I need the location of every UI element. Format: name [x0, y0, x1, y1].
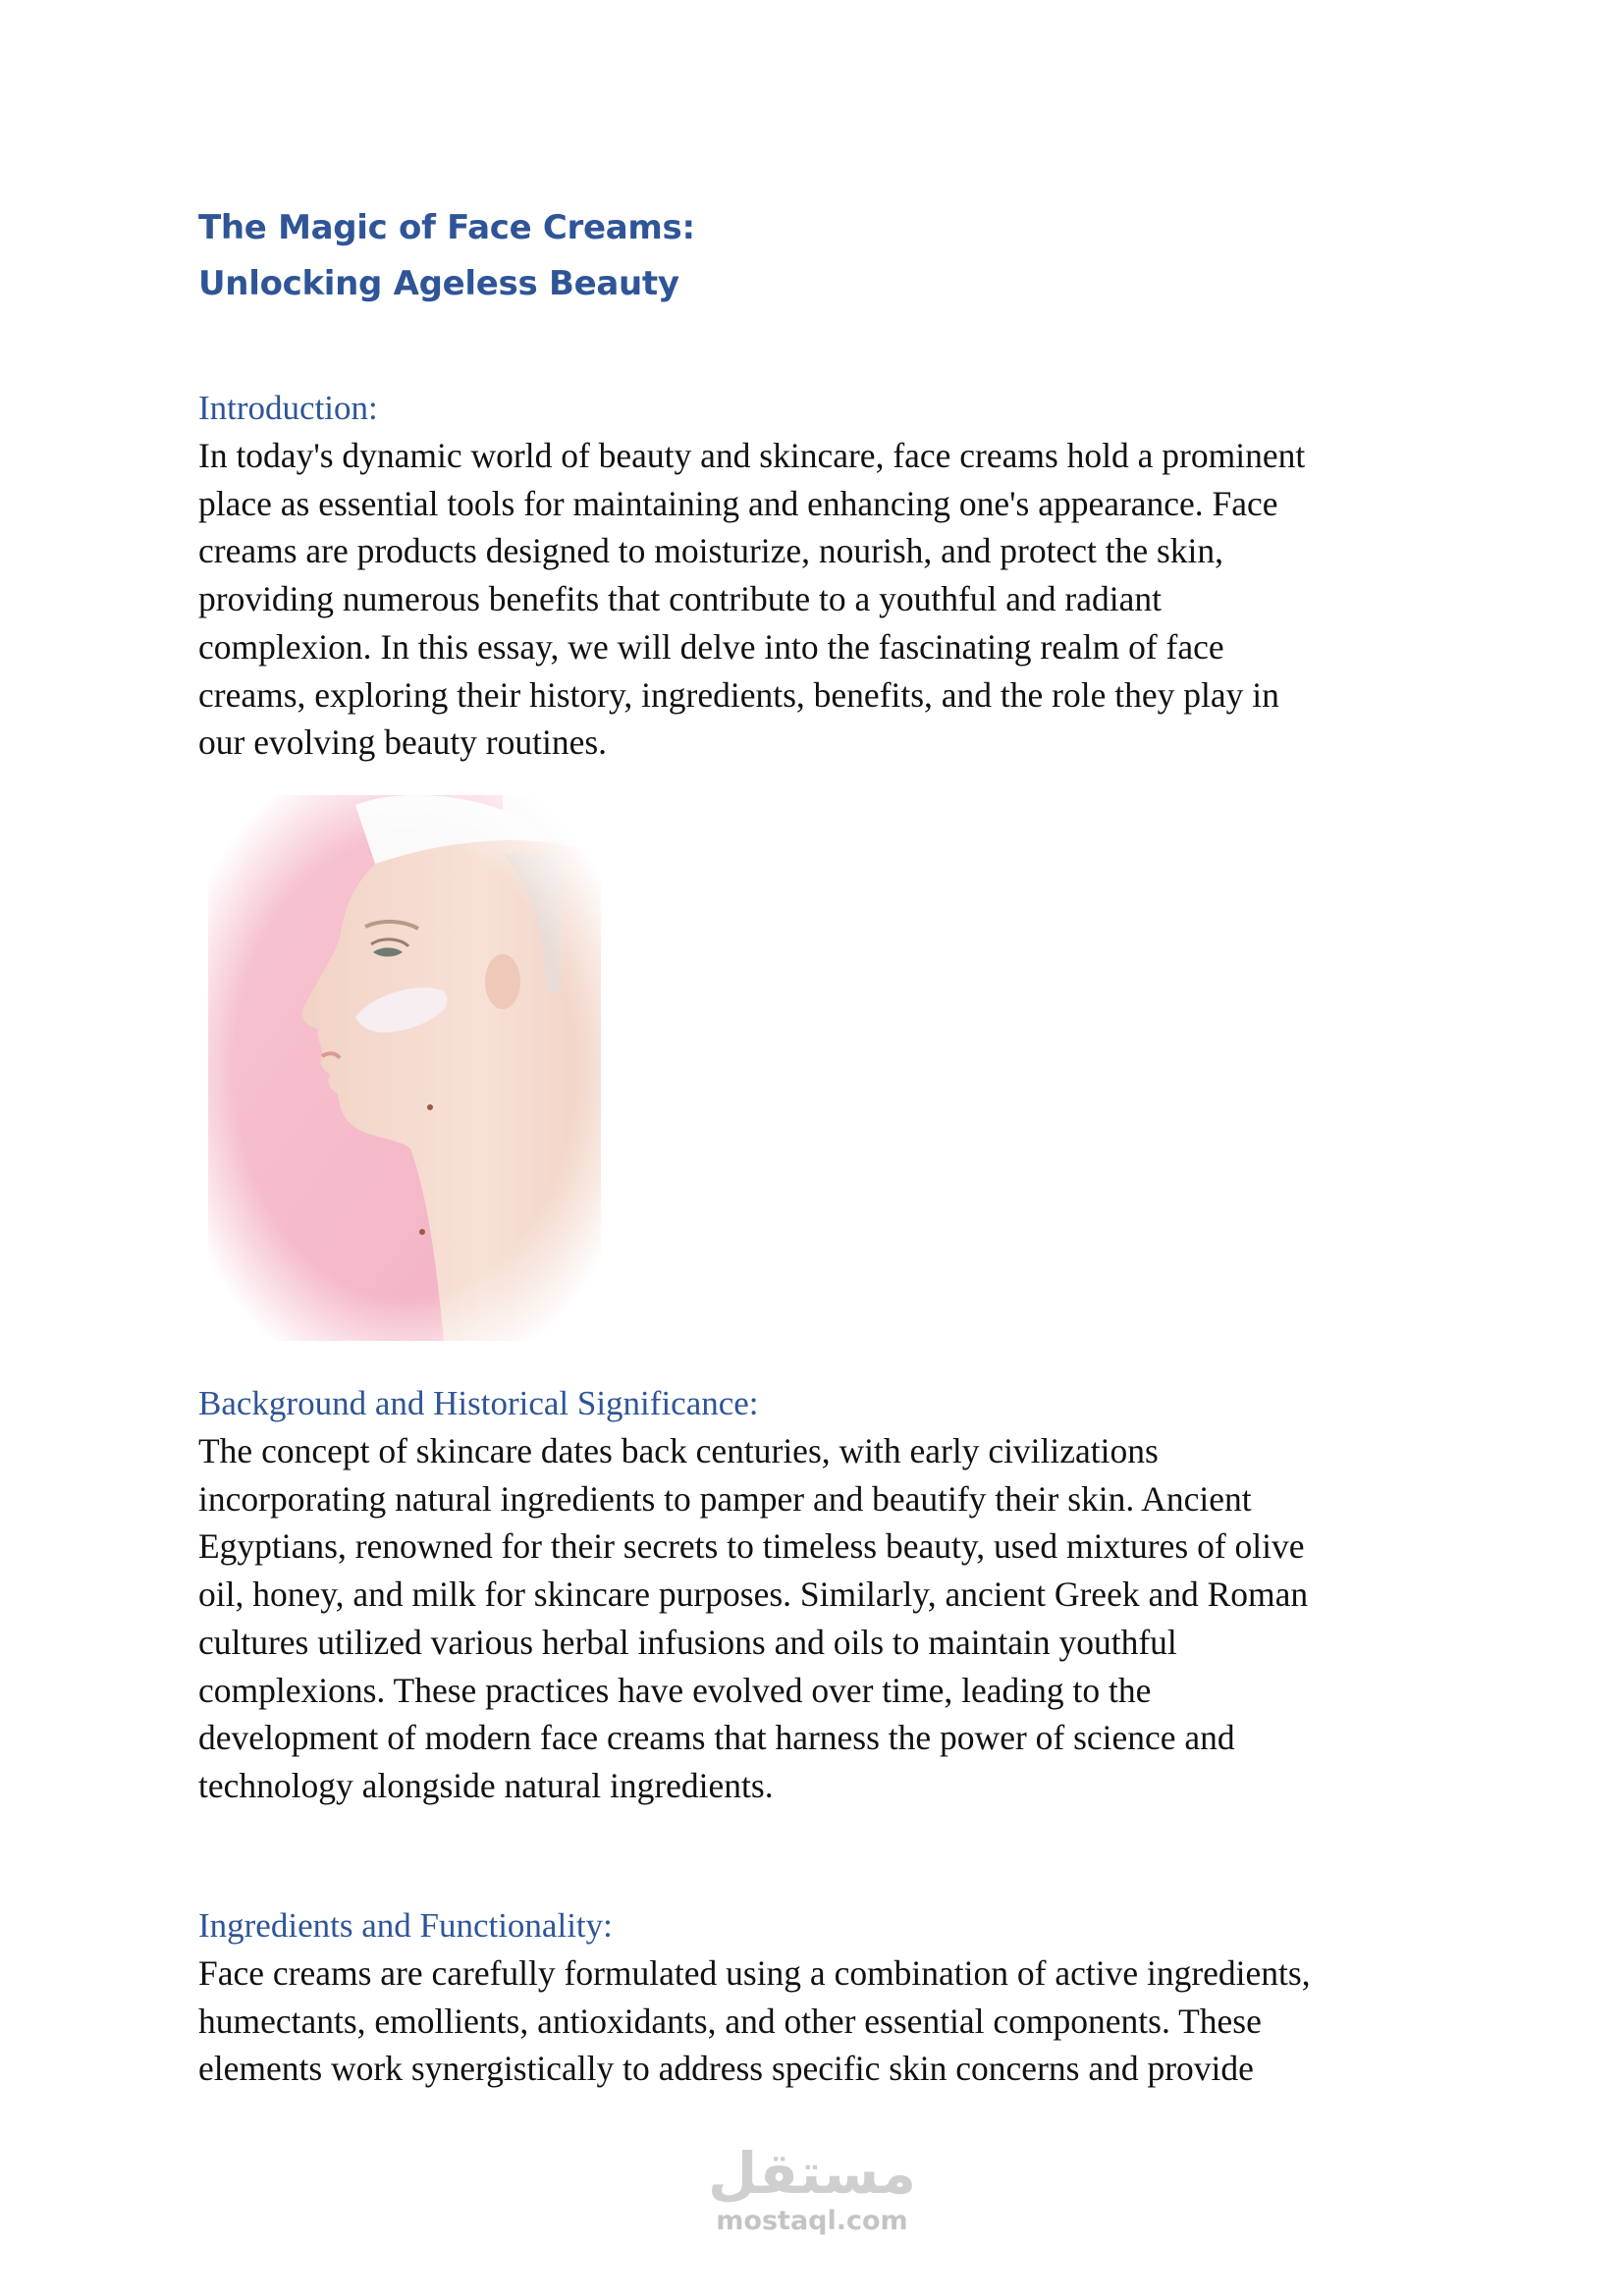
paragraph-line: creams are products designed to moisturize, nourish, and protect the skin, [198, 531, 1224, 571]
section-heading-introduction: Introduction: [198, 389, 378, 427]
title-line-1: The Magic of Face Creams: [198, 208, 695, 247]
section-paragraph-introduction [198, 432, 1475, 767]
paragraph-line: Egyptians, renowned for their secrets to timeless beauty, used mixtures of olive [198, 1526, 1305, 1567]
woman-profile-illustration [208, 795, 601, 1341]
paragraph-line: place as essential tools for maintaining and enhancing one's appearance. Face [198, 483, 1278, 523]
face-cream-photo [208, 795, 601, 1341]
paragraph-line: development of modern face creams that harness the power of science and [198, 1718, 1235, 1758]
paragraph-line: cultures utilized various herbal infusions and oils to maintain youthful [198, 1622, 1177, 1662]
paragraph-line: technology alongside natural ingredients. [198, 1765, 774, 1805]
paragraph-line: our evolving beauty routines. [198, 722, 608, 763]
document-title [198, 200, 695, 312]
watermark-url: mostaql.com [716, 2206, 908, 2236]
paragraph-line: The concept of skincare dates back centuries, with early civilizations [198, 1431, 1159, 1470]
watermark-logo: مستقل [707, 2140, 917, 2207]
paragraph-line: humectants, emollients, antioxidants, and other essential components. These [198, 2001, 1262, 2041]
paragraph-line: complexions. These practices have evolved over time, leading to the [198, 1670, 1152, 1710]
paragraph-line: Face creams are carefully formulated using a combination of active ingredients, [198, 1953, 1311, 1993]
paragraph-line: elements work synergistically to address specific skin concerns and provide [198, 2049, 1254, 2089]
paragraph-line: In today's dynamic world of beauty and skincare, face creams hold a prominent [198, 436, 1306, 475]
section-paragraph-ingredients [198, 1949, 1475, 2093]
mostaql-watermark [0, 2142, 1624, 2238]
paragraph-line: oil, honey, and milk for skincare purposes. Similarly, ancient Greek and Roman [198, 1575, 1309, 1615]
paragraph-line: complexion. In this essay, we will delve into the fascinating realm of face [198, 626, 1224, 667]
section-heading-background: Background and Historical Significance: [198, 1384, 759, 1422]
paragraph-line: incorporating natural ingredients to pamper and beautify their skin. Ancient [198, 1478, 1252, 1519]
paragraph-line: creams, exploring their history, ingredients, benefits, and the role they play in [198, 674, 1279, 715]
section-paragraph-background [198, 1427, 1475, 1810]
title-line-2: Unlocking Ageless Beauty [198, 264, 679, 303]
section-heading-ingredients: Ingredients and Functionality: [198, 1906, 613, 1945]
paragraph-line: providing numerous benefits that contribute to a youthful and radiant [198, 579, 1162, 619]
